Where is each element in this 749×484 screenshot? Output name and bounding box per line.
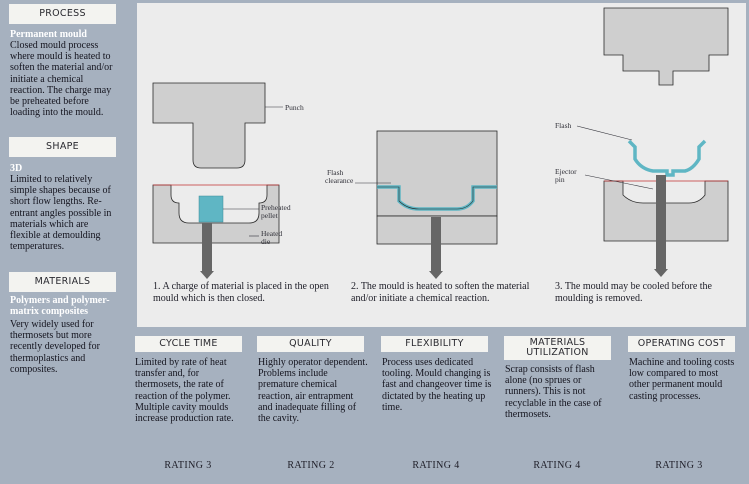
ejector-pin-stage-1 xyxy=(202,223,212,271)
process-text: Closed mould process where mould is heated to soften the material and/or initiate a chemical reaction. The charge may be preheated before loading into the mould. xyxy=(10,40,113,119)
flexibility-rating: RATING 4 xyxy=(412,460,460,471)
label-punch: Punch xyxy=(285,103,304,112)
stage-1 xyxy=(153,83,304,279)
shape-text: Limited to relatively simple shapes because of short flow lengths. Re-entrant angles possible in materials which are flexible at demoulding temperatures. xyxy=(10,174,112,253)
cycle-time-header: CYCLE TIME xyxy=(135,336,242,352)
label-die: die xyxy=(261,237,271,246)
label-ejector: Ejector xyxy=(555,167,577,176)
ejector-pin-stage-3 xyxy=(656,175,666,269)
preheated-pellet xyxy=(199,196,223,222)
materials-header: MATERIALS xyxy=(9,272,116,292)
stage-2 xyxy=(325,131,497,279)
operating-cost-header: OPERATING COST xyxy=(628,336,735,352)
quality-rating: RATING 2 xyxy=(287,460,335,471)
process-header: PROCESS xyxy=(9,4,116,24)
label-pin: pin xyxy=(555,175,565,184)
cycle-time-rating: RATING 3 xyxy=(164,460,212,471)
label-flash: Flash xyxy=(327,168,344,177)
caption-stage-2: 2. The mould is heated to soften the material and/or initiate a chemical reaction. xyxy=(351,281,530,304)
flexibility-header: FLEXIBILITY xyxy=(381,336,488,352)
materials-text: Very widely used for thermosets but more recently developed for thermoplastics and composites. xyxy=(10,319,100,375)
caption-stage-1: 1. A charge of material is placed in the open mould which is then closed. xyxy=(153,281,329,304)
cycle-time-text: Limited by rate of heat transfer and, for thermosets, the rate of reaction of the polymer. Multiple cavity moulds increase production rate. xyxy=(135,357,234,424)
stage-3 xyxy=(555,8,728,277)
diagram-panel xyxy=(137,3,746,327)
label-heated: Heated xyxy=(261,229,283,238)
shape-header: SHAPE xyxy=(9,137,116,157)
materials-utilization-rating: RATING 4 xyxy=(533,460,581,471)
shape-subtitle: 3D xyxy=(10,163,23,174)
materials-utilization-header: MATERIALS UTILIZATION xyxy=(504,336,611,360)
materials-subtitle: Polymers and polymer-matrix composites xyxy=(10,295,110,317)
process-subtitle: Permanent mould xyxy=(10,29,87,40)
process-diagram xyxy=(137,3,746,327)
ejector-pin-stage-2 xyxy=(431,217,441,271)
materials-utilization-text: Scrap consists of flash alone (no sprues or runners). This is not recyclable in the case of thermosets. xyxy=(505,364,602,420)
operating-cost-rating: RATING 3 xyxy=(655,460,703,471)
label-pellet: pellet xyxy=(261,211,278,220)
label-preheated: Preheated xyxy=(261,203,291,212)
punch-stage-1 xyxy=(153,83,265,168)
label-flash-stage-3: Flash xyxy=(555,121,572,130)
label-clearance: clearance xyxy=(325,176,354,185)
flexibility-text: Process uses dedicated tooling. Mould changing is fast and changeover time is dictated by the heating up time. xyxy=(382,357,492,413)
caption-stage-3: 3. The mould may be cooled before the moulding is removed. xyxy=(555,281,712,304)
quality-header: QUALITY xyxy=(257,336,364,352)
punch-stage-3 xyxy=(604,8,728,85)
quality-text: Highly operator dependent. Problems include premature chemical reaction, air entrapment and inadequate filling of the cavity. xyxy=(258,357,368,424)
moulding-with-flash xyxy=(629,141,705,175)
operating-cost-text: Machine and tooling costs low compared to most other permanent mould casting processes. xyxy=(629,357,735,402)
